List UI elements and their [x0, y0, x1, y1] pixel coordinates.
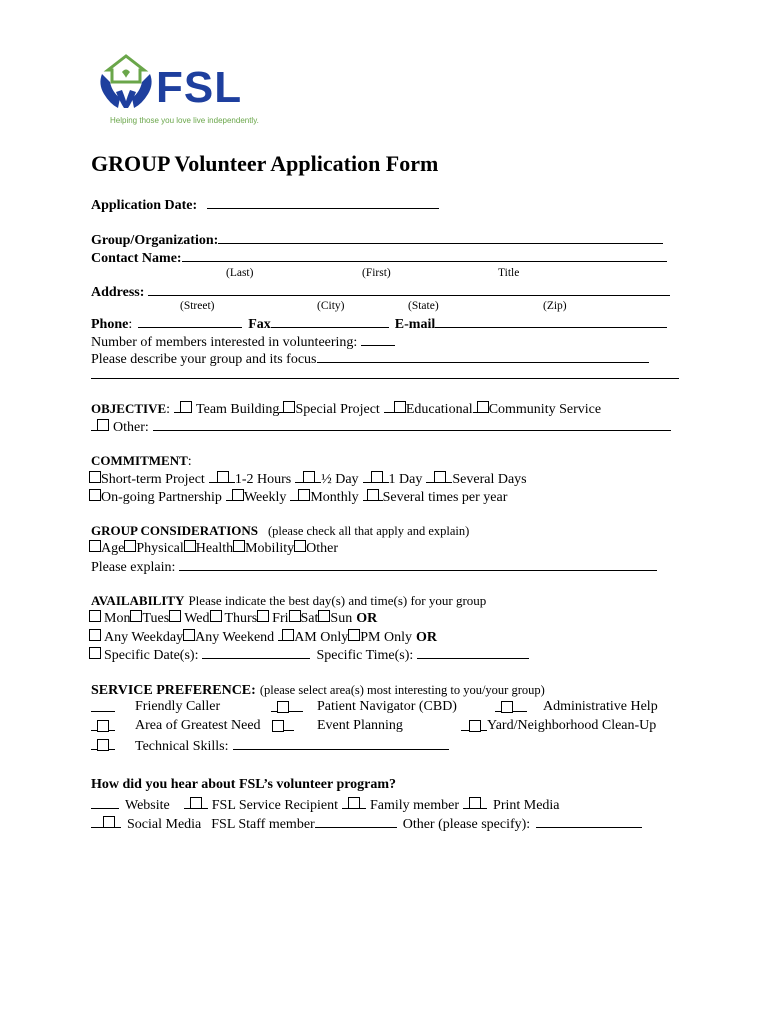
other-specify-label: Other (please specify):: [402, 817, 531, 832]
group-org-field[interactable]: [218, 231, 663, 244]
availability-day: Thurs: [224, 611, 258, 626]
availability-option: Any Weekday: [104, 630, 184, 645]
fsl-staff-member-label: FSL Staff member: [211, 817, 315, 832]
application-date-field[interactable]: [207, 196, 439, 209]
hear-row-2: [91, 815, 642, 833]
considerations-option: Physical: [136, 541, 184, 556]
commitment-heading: [91, 453, 192, 470]
social-media-checkbox[interactable]: [103, 816, 115, 828]
address-city-caption: (City): [317, 300, 345, 312]
objective-option: Community Service: [488, 402, 602, 417]
area-greatest-need-label: Area of Greatest Need: [135, 718, 261, 733]
describe-row: [91, 350, 649, 368]
fax-field[interactable]: [271, 315, 389, 328]
commitment-checkbox[interactable]: [303, 471, 315, 483]
commitment-checkbox[interactable]: [89, 471, 101, 483]
objective-option: Special Project: [295, 402, 380, 417]
availability-option: PM Only: [360, 630, 412, 645]
commitment-option: On-going Partnership: [101, 490, 222, 505]
phone-fax-email-row: [91, 315, 667, 333]
objective-checkbox[interactable]: [477, 401, 489, 413]
specific-times-field[interactable]: [417, 646, 529, 659]
commitment-checkbox[interactable]: [89, 489, 101, 501]
availability-checkbox[interactable]: [257, 610, 269, 622]
objective-colon: :: [166, 402, 171, 417]
availability-specific-row: [89, 646, 529, 664]
logo-tagline: Helping those you love live independently.: [110, 116, 259, 125]
commitment-option: 1 Day: [388, 472, 423, 487]
availability-checkbox[interactable]: [289, 610, 301, 622]
email-field[interactable]: [435, 315, 667, 328]
hands-house-icon: [96, 52, 156, 112]
objective-option: Team Building: [196, 402, 280, 417]
hear-row-1: [91, 796, 560, 814]
availability-checkbox[interactable]: [210, 610, 222, 622]
considerations-checkbox[interactable]: [233, 540, 245, 552]
family-member-label: Family member: [369, 798, 460, 813]
patient-navigator-label: Patient Navigator (CBD): [317, 699, 457, 714]
administrative-help-label: Administrative Help: [543, 699, 658, 714]
service-label: SERVICE PREFERENCE:: [91, 683, 256, 698]
page-title: GROUP Volunteer Application Form: [91, 151, 439, 176]
address-street-caption: (Street): [180, 300, 215, 312]
considerations-explain-label: Please explain:: [91, 560, 176, 575]
website-blank[interactable]: [91, 796, 119, 809]
availability-heading: [91, 593, 486, 609]
commitment-blank: [209, 470, 217, 483]
availability-checkbox[interactable]: [318, 610, 330, 622]
considerations-checkbox[interactable]: [184, 540, 196, 552]
address-field[interactable]: [148, 283, 670, 296]
address-label: Address:: [91, 285, 145, 300]
availability-days-row: [89, 610, 377, 627]
considerations-options-row: [89, 540, 338, 557]
describe-field[interactable]: [317, 350, 649, 363]
website-label: Website: [125, 798, 170, 813]
members-label: Number of members interested in volunteering:: [91, 335, 358, 350]
availability-checkbox[interactable]: [89, 629, 101, 641]
specific-times-label: Specific Time(s):: [316, 648, 414, 663]
service-row-1: [91, 699, 691, 719]
family-member-checkbox[interactable]: [348, 797, 360, 809]
fsl-staff-member-field[interactable]: [315, 815, 397, 828]
technical-skills-label: Technical Skills:: [135, 739, 229, 754]
contact-name-row: [91, 249, 667, 267]
service-heading: [91, 682, 545, 699]
commitment-checkbox[interactable]: [367, 489, 379, 501]
commitment-label: COMMITMENT: [91, 453, 188, 468]
group-org-row: [91, 231, 663, 249]
print-media-checkbox[interactable]: [469, 797, 481, 809]
objective-other-checkbox[interactable]: [97, 419, 109, 431]
objective-checkbox[interactable]: [394, 401, 406, 413]
phone-field[interactable]: [138, 315, 242, 328]
describe-field-line2[interactable]: [91, 378, 679, 379]
commitment-row-1: [89, 470, 527, 488]
availability-checkbox[interactable]: [89, 647, 101, 659]
yard-cleanup-box[interactable]: [461, 718, 487, 736]
availability-or: OR: [356, 611, 378, 626]
availability-checkbox[interactable]: [169, 610, 181, 622]
members-field[interactable]: [361, 333, 395, 346]
considerations-checkbox[interactable]: [124, 540, 136, 552]
hear-blank: [202, 796, 208, 809]
commitment-blank: [290, 488, 298, 501]
commitment-blank: [426, 470, 434, 483]
specific-dates-label: Specific Date(s):: [104, 648, 199, 663]
considerations-note: (please check all that apply and explain): [267, 524, 470, 538]
fax-label: Fax: [248, 317, 271, 332]
considerations-checkbox[interactable]: [89, 540, 101, 552]
considerations-option: Mobility: [245, 541, 295, 556]
objective-other-label: Other:: [113, 420, 149, 435]
commitment-checkbox[interactable]: [232, 489, 244, 501]
print-media-label: Print Media: [493, 798, 560, 813]
event-planning-label: Event Planning: [317, 718, 403, 733]
yard-cleanup-label: Yard/Neighborhood Clean-Up: [487, 718, 657, 733]
objective-other-row: [91, 418, 671, 436]
commitment-option: Several Days: [452, 472, 527, 487]
hear-question: How did you hear about FSL’s volunteer program?: [91, 777, 397, 792]
address-row: [91, 283, 670, 301]
technical-skills-row: [135, 737, 449, 755]
objective-checkbox[interactable]: [283, 401, 295, 413]
group-org-label: Group/Organization:: [91, 233, 219, 248]
availability-row-2: [89, 628, 437, 646]
application-date-label: Application Date:: [91, 198, 198, 213]
commitment-option: Short-term Project: [101, 472, 205, 487]
commitment-option: Monthly: [310, 490, 359, 505]
considerations-option: Other: [306, 541, 339, 556]
email-label: E-mail: [394, 317, 436, 332]
availability-day: Tues: [142, 611, 170, 626]
availability-or: OR: [415, 630, 437, 645]
describe-label: Please describe your group and its focus: [91, 352, 317, 367]
availability-day: Mon: [104, 611, 131, 626]
technical-skills-field[interactable]: [233, 737, 449, 750]
availability-checkbox[interactable]: [348, 629, 360, 641]
objective-other-field[interactable]: [153, 418, 671, 431]
commitment-option: ½ Day: [321, 472, 359, 487]
considerations-label: GROUP CONSIDERATIONS: [91, 523, 258, 538]
fsl-service-recipient-checkbox[interactable]: [190, 797, 202, 809]
availability-label: AVAILABILITY: [91, 593, 185, 608]
members-row: [91, 333, 395, 351]
contact-last-caption: (Last): [226, 267, 254, 279]
commitment-blank: [295, 470, 303, 483]
fsl-logo: [96, 52, 259, 128]
friendly-caller-blank[interactable]: [91, 699, 115, 717]
friendly-caller-label: Friendly Caller: [135, 699, 221, 714]
objective-row: [91, 400, 601, 418]
availability-option: Any Weekend: [195, 630, 275, 645]
availability-day: Fri: [272, 611, 289, 626]
address-state-caption: (State): [408, 300, 439, 312]
application-date-row: [91, 196, 439, 214]
commitment-option: Several times per year: [382, 490, 508, 505]
contact-first-caption: (First): [362, 267, 391, 279]
event-planning-box[interactable]: [272, 718, 294, 736]
phone-colon: :: [128, 317, 133, 332]
technical-skills-box[interactable]: [91, 737, 115, 755]
availability-checkbox[interactable]: [130, 610, 142, 622]
phone-label: Phone: [91, 317, 129, 332]
commitment-checkbox[interactable]: [371, 471, 383, 483]
commitment-colon: :: [187, 454, 192, 469]
area-greatest-need-box[interactable]: [91, 718, 115, 736]
considerations-explain-row: [91, 558, 657, 576]
commitment-checkbox[interactable]: [217, 471, 229, 483]
commitment-checkbox[interactable]: [298, 489, 310, 501]
hear-blank: [481, 796, 487, 809]
service-note: (please select area(s) most interesting to you/your group): [259, 683, 545, 697]
commitment-option: Weekly: [243, 490, 287, 505]
contact-title-caption: Title: [498, 267, 520, 279]
service-row-3: [91, 737, 691, 757]
commitment-option: 1-2 Hours: [234, 472, 292, 487]
objective-blank: [384, 400, 394, 413]
considerations-checkbox[interactable]: [294, 540, 306, 552]
contact-name-field[interactable]: [182, 249, 667, 262]
address-zip-caption: (Zip): [543, 300, 567, 312]
availability-checkbox[interactable]: [89, 610, 101, 622]
availability-day: Sat: [300, 611, 319, 626]
other-specify-field[interactable]: [536, 815, 642, 828]
hear-blank: [360, 796, 366, 809]
objective-checkbox[interactable]: [180, 401, 192, 413]
availability-note: Please indicate the best day(s) and time(s) for your group: [188, 593, 487, 608]
hear-blank: [115, 815, 121, 828]
objective-option: Educational: [405, 402, 473, 417]
administrative-help-box[interactable]: [495, 699, 527, 717]
considerations-heading: [91, 523, 469, 539]
hear-blank: [91, 815, 103, 828]
commitment-row-2: [89, 488, 507, 506]
service-row-2: [91, 718, 691, 738]
fsl-service-recipient-label: FSL Service Recipient: [211, 798, 338, 813]
commitment-blank: [363, 470, 371, 483]
availability-day: Wed: [184, 611, 210, 626]
commitment-checkbox[interactable]: [434, 471, 446, 483]
availability-option: AM Only: [294, 630, 349, 645]
contact-name-label: Contact Name:: [91, 251, 182, 266]
considerations-option: Health: [195, 541, 234, 556]
considerations-explain-field[interactable]: [179, 558, 657, 571]
logo-text: FSL: [156, 63, 243, 112]
availability-checkbox[interactable]: [183, 629, 195, 641]
objective-label: OBJECTIVE: [91, 401, 167, 416]
patient-navigator-box[interactable]: [271, 699, 303, 717]
availability-checkbox[interactable]: [282, 629, 294, 641]
considerations-option: Age: [101, 541, 125, 556]
availability-day: Sun: [330, 611, 353, 626]
specific-dates-field[interactable]: [202, 646, 310, 659]
social-media-label: Social Media: [127, 817, 202, 832]
